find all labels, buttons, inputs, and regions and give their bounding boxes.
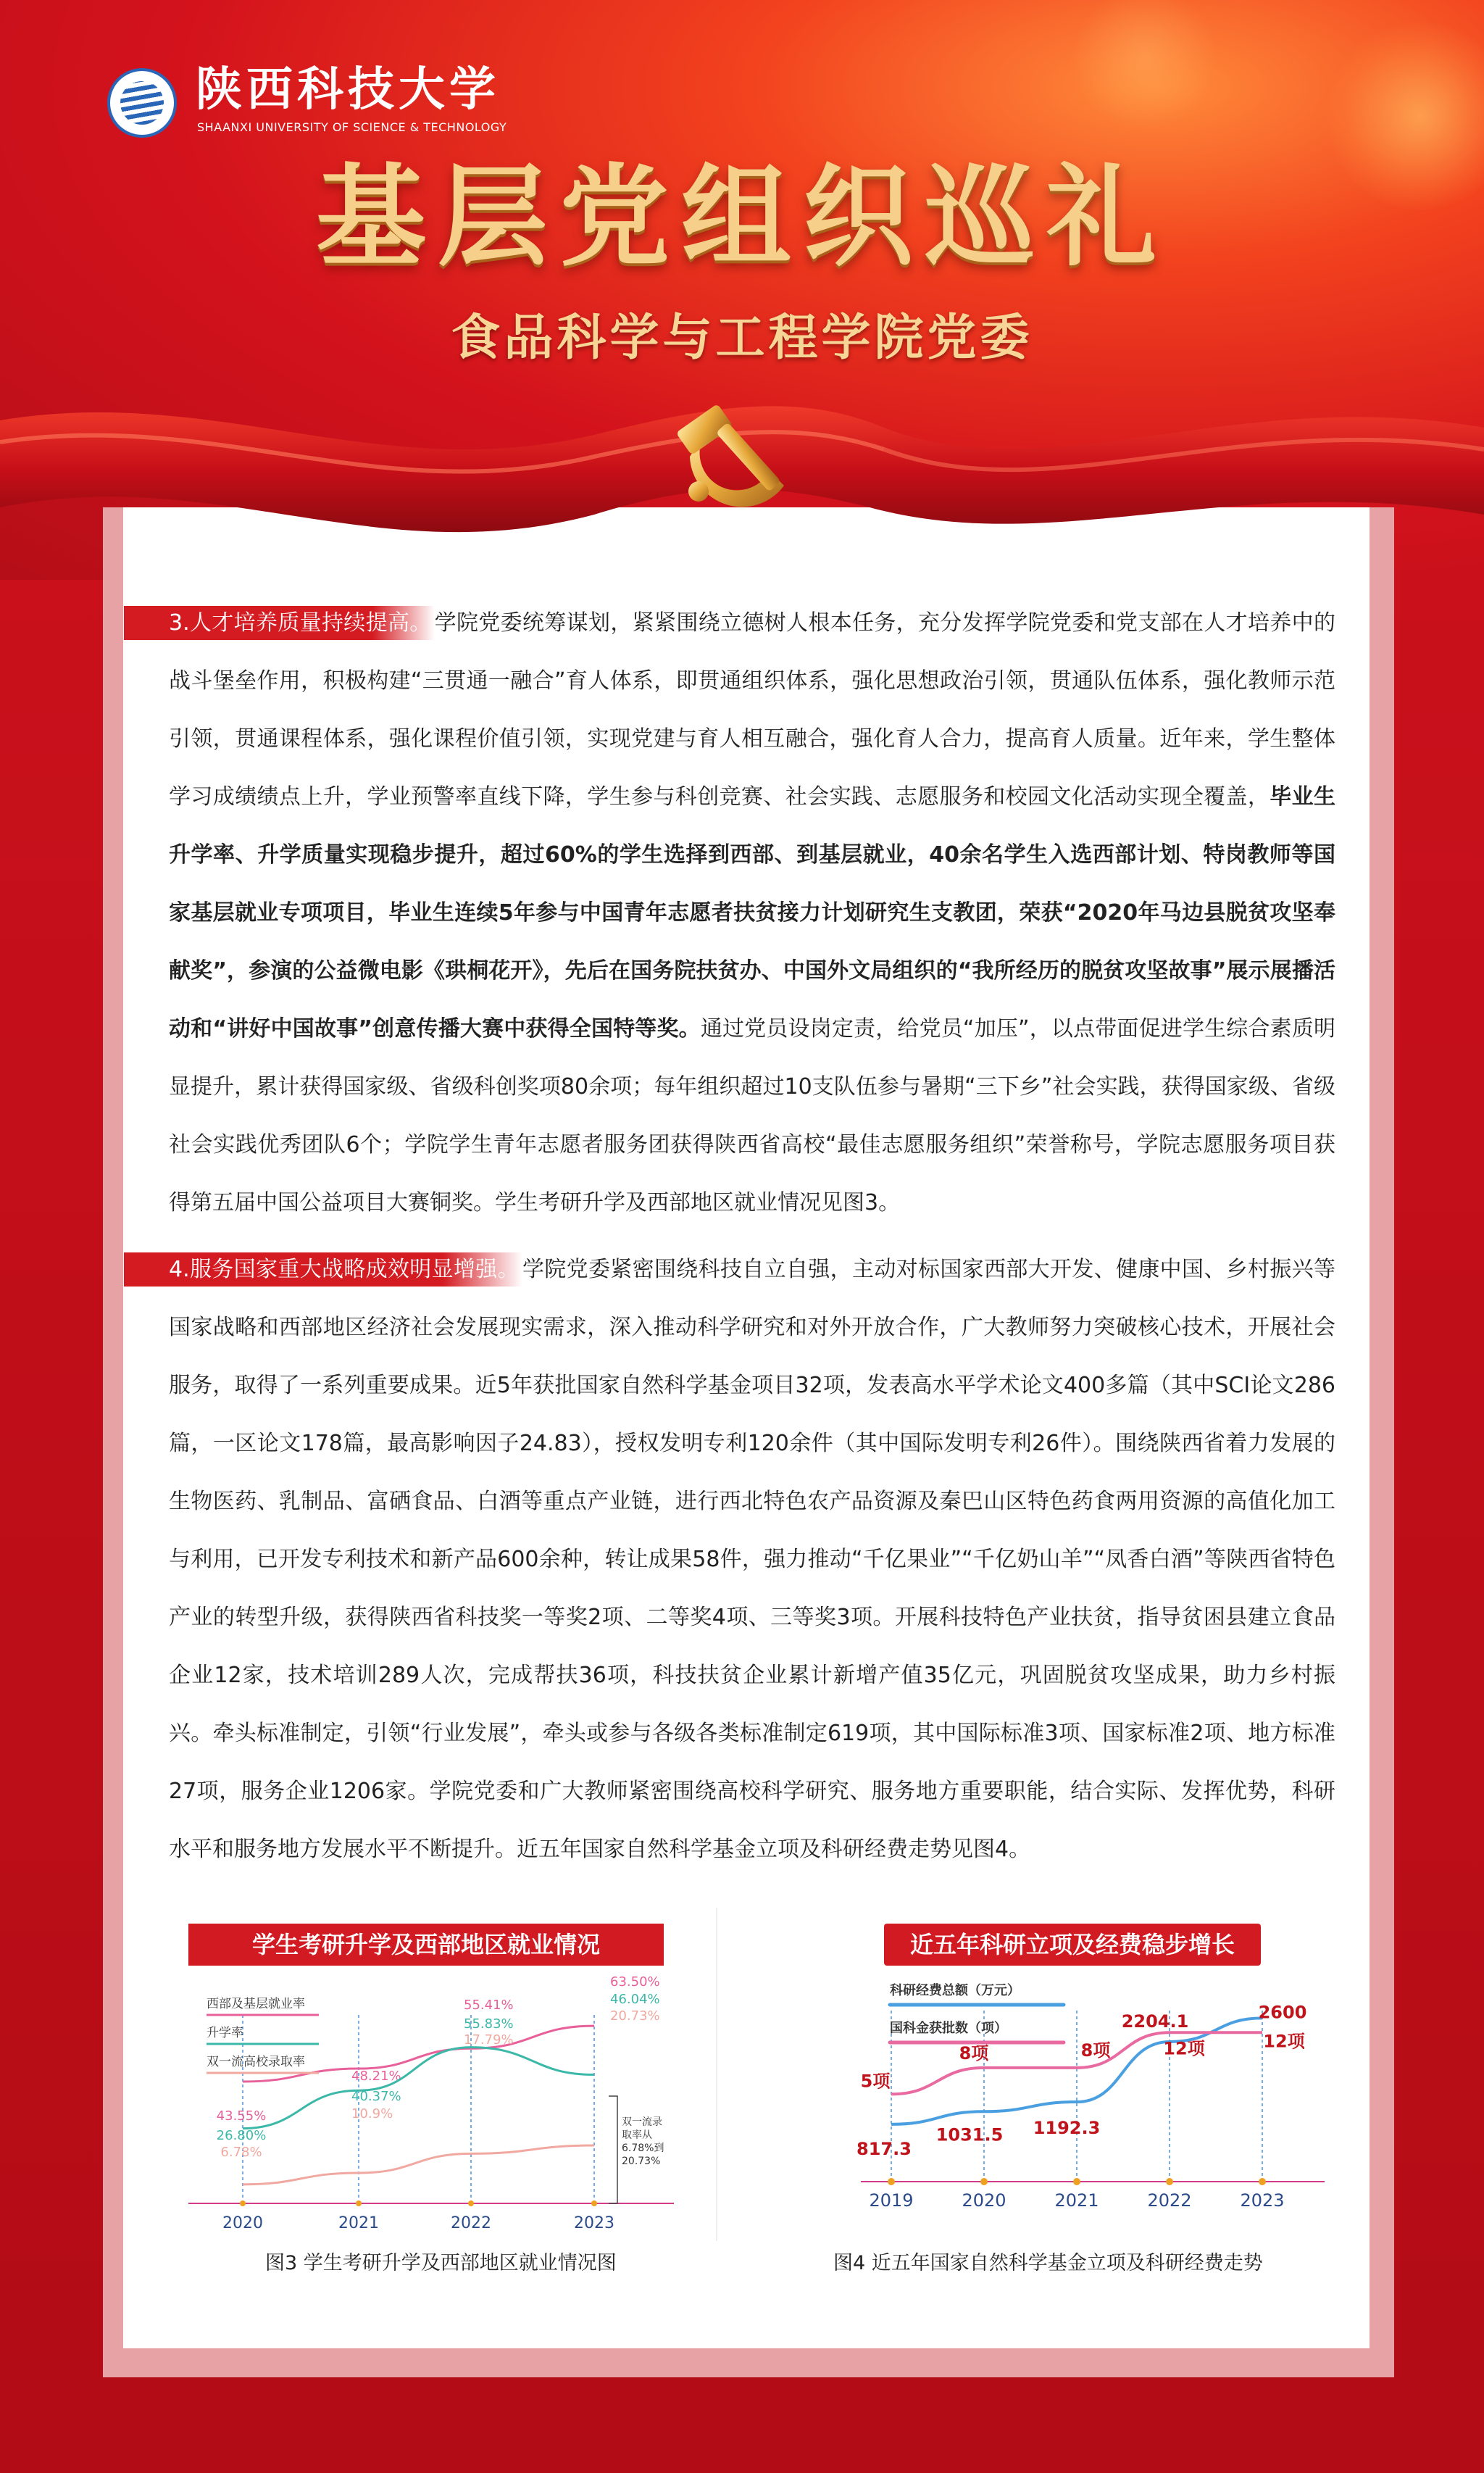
x-tick-label: 2023 <box>1240 2190 1285 2211</box>
poster-title: 基层党组织巡礼 <box>316 151 1168 281</box>
year-dot <box>1073 2178 1080 2185</box>
data-label: 8项 <box>959 2042 989 2063</box>
year-dot <box>1166 2178 1173 2185</box>
year-dot <box>356 2200 362 2206</box>
data-label: 12项 <box>1263 2031 1305 2052</box>
year-dot <box>591 2200 597 2206</box>
paragraph: 学院党委紧密围绕科技自立自强，主动对标国家西部大开发、健康中国、乡村振兴等国家战略和西部地区经济社会发展现实需求，深入推动科学研究和对外开放合作，广大教师努力突破核心技术，开展社会服务，取得了一系列重要成果。近5年获批国家自然科学基金项目32项，发表高水平学术论文400多篇（其中SCI论文286篇，一区论文178篇，最高影响因子24.83），授权发明专利120余件（其中国际发明专利26件）。围绕陕西省着力发展的生物医药、乳制品、富硒食品、白酒等重点产业链，进行西北特色农产品资源及秦巴山区特色药食两用资源的高值化加工与利用，已开发专利技术和新产品600余种，转让成果58件，强力推动“千亿果业”“千亿奶山羊”“凤香白酒”等陕西省特色产业的转型升级，获得陕西省科技奖一等奖2项、二等奖4项、三等奖3项。开展科技特色产业扶贫，指导贫困县建立食品企业12家，技术培训289人次，完成帮扶36项，科技扶贫企业累计新增产值35亿元，巩固脱贫攻坚成果，助力乡村振兴。牵头标准制定，引领“行业发展”，牵头或参与各级各类标准制定619项，其中国际标准3项、国家标准2项、地方标准27项，服务企业1206家。学院党委和广大教师紧密围绕高校科学研究、服务地方重要职能，结合实际、发挥优势，科研水平和服务地方发展水平不断提升。近五年国家自然科学基金立项及科研经费走势见图4。 <box>169 1257 1335 1862</box>
data-label: 1192.3 <box>1033 2118 1101 2139</box>
legend-label: 西部及基层就业率 <box>207 1997 305 2011</box>
data-label: 6.78% <box>220 2145 262 2160</box>
x-tick-label: 2021 <box>1054 2190 1099 2211</box>
data-label: 817.3 <box>856 2138 912 2159</box>
x-tick-label: 2021 <box>338 2214 379 2232</box>
red-ribbon <box>0 341 1484 558</box>
chart-research-plot <box>846 1913 1339 2254</box>
x-tick-label: 2022 <box>1147 2190 1192 2211</box>
chart-employment-plot <box>174 1913 688 2254</box>
data-label: 46.04% <box>610 1992 660 2007</box>
data-label: 10.9% <box>351 2106 393 2121</box>
data-label: 48.21% <box>351 2069 401 2084</box>
figure-caption: 图3 学生考研升学及西部地区就业情况图 <box>265 2252 617 2274</box>
year-dot <box>240 2200 246 2206</box>
chart-title: 学生考研升学及西部地区就业情况 <box>188 1924 664 1966</box>
data-label: 55.41% <box>464 1998 514 2013</box>
data-label: 5项 <box>860 2071 891 2092</box>
year-dot <box>468 2200 474 2206</box>
year-dot <box>980 2178 988 2185</box>
x-tick-label: 2019 <box>869 2190 914 2211</box>
data-label: 40.37% <box>351 2089 401 2104</box>
data-label: 20.73% <box>610 2008 660 2024</box>
annotation-text: 双一流录 <box>622 2116 662 2128</box>
data-label: 43.55% <box>216 2108 267 2124</box>
data-label: 1031.5 <box>935 2124 1004 2145</box>
data-label: 12项 <box>1163 2038 1205 2059</box>
annotation-text: 6.78%到 <box>622 2142 664 2154</box>
legend-label: 双一流高校录取率 <box>207 2055 305 2069</box>
legend-label: 升学率 <box>207 2026 243 2040</box>
x-tick-label: 2020 <box>962 2190 1006 2211</box>
data-label: 55.83% <box>464 2016 514 2032</box>
university-name-cn: 陕西科技大学 <box>196 62 500 117</box>
chart-title: 近五年科研立项及经费稳步增长 <box>884 1924 1261 1966</box>
series-line <box>243 2145 594 2185</box>
section-heading: 3.人才培养质量持续提高。 <box>124 606 435 640</box>
legend-label: 科研经费总额（万元） <box>890 1983 1020 1998</box>
section-talent-training <box>169 594 1335 1232</box>
legend-label: 国科金获批数（项） <box>890 2021 1007 2036</box>
x-tick-label: 2023 <box>574 2214 614 2232</box>
data-label: 17.79% <box>464 2032 514 2048</box>
poster-subtitle: 食品科学与工程学院党委 <box>451 309 1033 367</box>
data-label: 2204.1 <box>1121 2011 1189 2032</box>
data-label: 2600 <box>1258 2002 1307 2023</box>
paragraph: 学院党委统筹谋划，紧紧围绕立德树人根本任务，充分发挥学院党委和党支部在人才培养中的战斗堡垒作用，积极构建“三贯通一融合”育人体系，即贯通组织体系，强化思想政治引领，贯通队伍体系，强化教师示范引领，贯通课程体系，强化课程价值引领，实现党建与育人相互融合，强化育人合力，提高育人质量。近年来，学生整体学习成绩绩点上升，学业预警率直线下降，学生参与科创竞赛、社会实践、志愿服务和校园文化活动实现全覆盖， <box>169 610 1336 810</box>
section-national-strategy <box>169 1241 1335 1879</box>
section-heading: 4.服务国家重大战略成效明显增强。 <box>124 1252 522 1287</box>
university-name-en: SHAANXI UNIVERSITY OF SCIENCE & TECHNOLOGY <box>197 120 507 134</box>
x-tick-label: 2020 <box>222 2214 263 2232</box>
year-dot <box>1259 2178 1266 2185</box>
data-label: 26.80% <box>216 2128 267 2143</box>
figure-caption: 图4 近五年国家自然科学基金立项及科研经费走势 <box>833 2252 1263 2274</box>
annotation-bracket <box>609 2096 617 2203</box>
bold-paragraph: 毕业生升学率、升学质量实现稳步提升，超过60%的学生选择到西部、到基层就业，40余名学生入选西部计划、特岗教师等国家基层就业专项项目，毕业生连续5年参与中国青年志愿者扶贫接力计划研究生支教团，荣获“2020年马边县脱贫攻坚奉献奖”，参演的公益微电影《珙桐花开》，先后在国务院扶贫办、中国外文局组织的“我所经历的脱贫攻坚故事”展示展播活动和“讲好中国故事”创意传播大赛中获得全国特等奖。 <box>169 784 1336 1042</box>
university-logo <box>107 68 177 138</box>
chart-employment <box>174 1913 688 2254</box>
data-label: 8项 <box>1080 2040 1111 2061</box>
chart-divider <box>716 1908 717 2241</box>
chart-research-funding <box>846 1913 1339 2254</box>
x-tick-label: 2022 <box>451 2214 491 2232</box>
annotation-text: 取率从 <box>622 2129 652 2141</box>
paragraph: 通过党员设岗定责，给党员“加压”，以点带面促进学生综合素质明显提升，累计获得国家级、省级科创奖项80余项；每年组织超过10支队伍参与暑期“三下乡”社会实践，获得国家级、省级社会实践优秀团队6个；学院学生青年志愿者服务团获得陕西省高校“最佳志愿服务组织”荣誉称号，学院志愿服务项目获得第五届中国公益项目大赛铜奖。学生考研升学及西部地区就业情况见图3。 <box>169 1016 1335 1215</box>
data-label: 63.50% <box>610 1974 660 1990</box>
annotation-text: 20.73% <box>622 2156 661 2167</box>
year-dot <box>888 2178 895 2185</box>
